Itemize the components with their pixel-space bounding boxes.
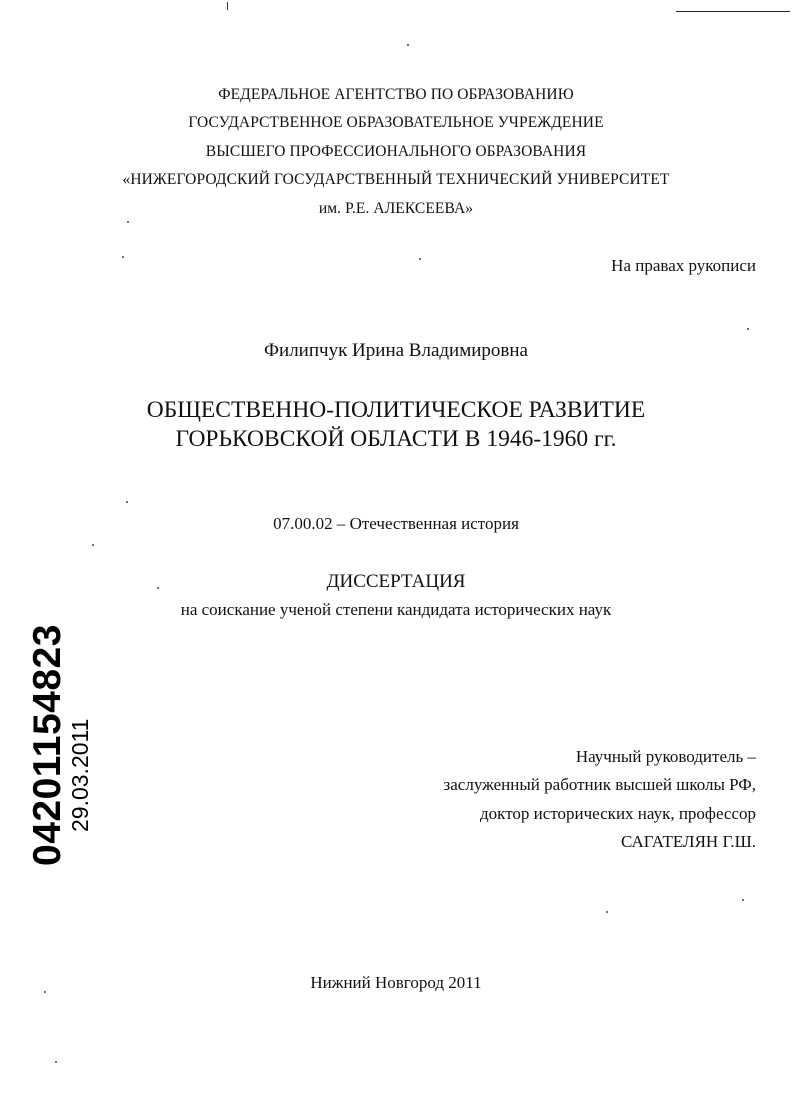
supervisor-line-2: заслуженный работник высшей школы РФ,	[443, 775, 756, 794]
header-line-2: ГОСУДАРСТВЕННОЕ ОБРАЗОВАТЕЛЬНОЕ УЧРЕЖДЕНИЕ	[188, 114, 604, 131]
scan-speck	[44, 991, 46, 993]
author-name: Филипчук Ирина Владимировна	[264, 340, 528, 361]
scan-speck	[157, 587, 159, 589]
scan-speck	[742, 899, 744, 901]
archive-barcode-number: 04201154823	[26, 624, 69, 866]
top-edge-mark	[676, 11, 790, 12]
scan-speck	[127, 221, 129, 223]
header-line-5: им. Р.Е. АЛЕКСЕЕВА»	[318, 200, 474, 217]
archive-stamp-date: 29.03.2011	[67, 718, 93, 832]
scan-speck	[92, 544, 94, 546]
scan-speck	[419, 258, 421, 260]
header-line-1: ФЕДЕРАЛЬНОЕ АГЕНТСТВО ПО ОБРАЗОВАНИЮ	[218, 86, 574, 103]
scan-speck	[122, 256, 124, 258]
header-line-3: ВЫСШЕГО ПРОФЕССИОНАЛЬНОГО ОБРАЗОВАНИЯ	[205, 143, 587, 160]
scan-speck	[55, 1061, 57, 1063]
supervisor-line-3: доктор исторических наук, профессор	[480, 804, 756, 823]
specialty: 07.00.02 – Отечественная история	[273, 514, 519, 533]
top-edge-tick	[227, 2, 228, 10]
title-line-1: ОБЩЕСТВЕННО-ПОЛИТИЧЕСКОЕ РАЗВИТИЕ	[146, 397, 646, 423]
city-year: Нижний Новгород 2011	[310, 973, 482, 992]
title-line-2: ГОРЬКОВСКОЙ ОБЛАСТИ В 1946-1960 гг.	[175, 426, 617, 452]
scan-speck	[747, 328, 749, 330]
scan-speck	[126, 501, 128, 503]
supervisor-line-1: Научный руководитель –	[575, 747, 756, 766]
rights-note: На правах рукописи	[611, 256, 756, 275]
header-line-4: «НИЖЕГОРОДСКИЙ ГОСУДАРСТВЕННЫЙ ТЕХНИЧЕСКИЙ УНИВЕРСИТЕТ	[122, 171, 670, 188]
supervisor-name: САГАТЕЛЯН Г.Ш.	[620, 832, 756, 851]
scan-speck	[407, 44, 409, 46]
work-type: ДИССЕРТАЦИЯ	[326, 571, 466, 592]
scan-speck	[606, 911, 608, 913]
degree-line: на соискание ученой степени кандидата исторических наук	[180, 600, 612, 619]
